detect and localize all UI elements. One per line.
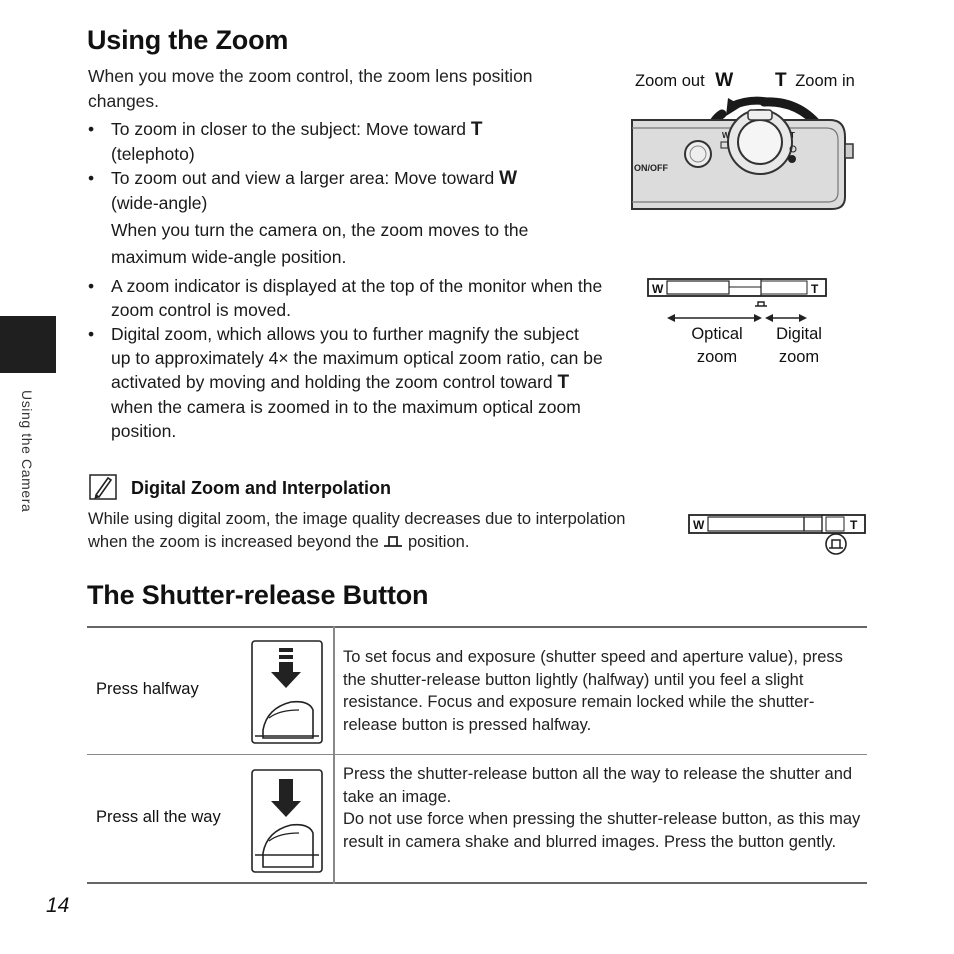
table-cell-text: To set focus and exposure (shutter speed and aperture value), press the shutter-release button lightly (halfway) until you feel a slight resistance. Focus and exposure remain locked while the shutter-release button is pressed halfway. [343,648,843,734]
page-number: 14 [46,894,70,917]
section-title-shutter: The Shutter-release Button [87,580,429,610]
table-cell-text: Press the shutter-release button all the way to release the shutter and take an image. Do not use force when pressing the shutter-release button, as this may result in camera shake and blurred images. Press the button gently. [343,765,861,851]
list-item: • Digital zoom, which allows you to further magnify the subject up to approximately 4× the maximum optical zoom ratio, can be activated by moving and holding the zoom control toward T when the camera is zoomed in to the maximum optical zoom position. [88,322,603,443]
digital-zoom-label: Digital zoom [776,325,822,366]
svg-text:T: T [850,518,858,532]
note-text: While using digital zoom, the image quality decreases due to interpolation when the zoom is increased beyond the position. [88,510,626,551]
t-key-glyph: T [470,119,483,140]
power-on-note: When you turn the camera on, the zoom moves to the maximum wide-angle position. [111,220,529,267]
table-row-label: Press all the way [96,808,221,826]
chapter-label: Using the Camera [19,390,35,513]
section-title-zoom: Using the Zoom [87,25,289,55]
chapter-tab [0,316,56,373]
list-item: • To zoom out and view a larger area: Move toward W (wide-angle) When you turn the camera on, the zoom moves to the maximum wide-angle position. [88,166,603,271]
table-row-label: Press halfway [96,680,199,698]
press-fully-icon [251,769,323,873]
zoom-out-label: Zoom out W [635,70,734,91]
shutter-table [87,626,867,884]
list-item: • A zoom indicator is displayed at the top of the monitor when the zoom control is moved. [88,274,603,322]
svg-text:T: T [790,131,795,140]
zoom-intro: When you move the zoom control, the zoom lens position changes. [88,66,533,111]
svg-text:ON/OFF: ON/OFF [634,163,668,173]
zoom-bullet-list [88,117,603,443]
note-icon [89,474,117,500]
zoom-indicator-interpolation [686,512,868,558]
zoom-in-label: T Zoom in [775,70,855,91]
svg-text:W: W [722,131,730,140]
list-item: • To zoom in closer to the subject: Move toward T (telephoto) [88,117,603,166]
press-halfway-icon [251,640,323,744]
note-title: Digital Zoom and Interpolation [131,478,391,498]
svg-text:W: W [652,282,664,296]
zoom-indicator-diagram [645,276,830,326]
camera-top-diagram [630,92,860,214]
svg-text:W: W [693,518,705,532]
svg-text:T: T [811,282,819,296]
t-key-glyph: T [557,372,570,393]
interpolation-icon [383,534,403,548]
optical-zoom-label: Optical zoom [691,325,743,366]
w-key-glyph: W [499,168,518,189]
